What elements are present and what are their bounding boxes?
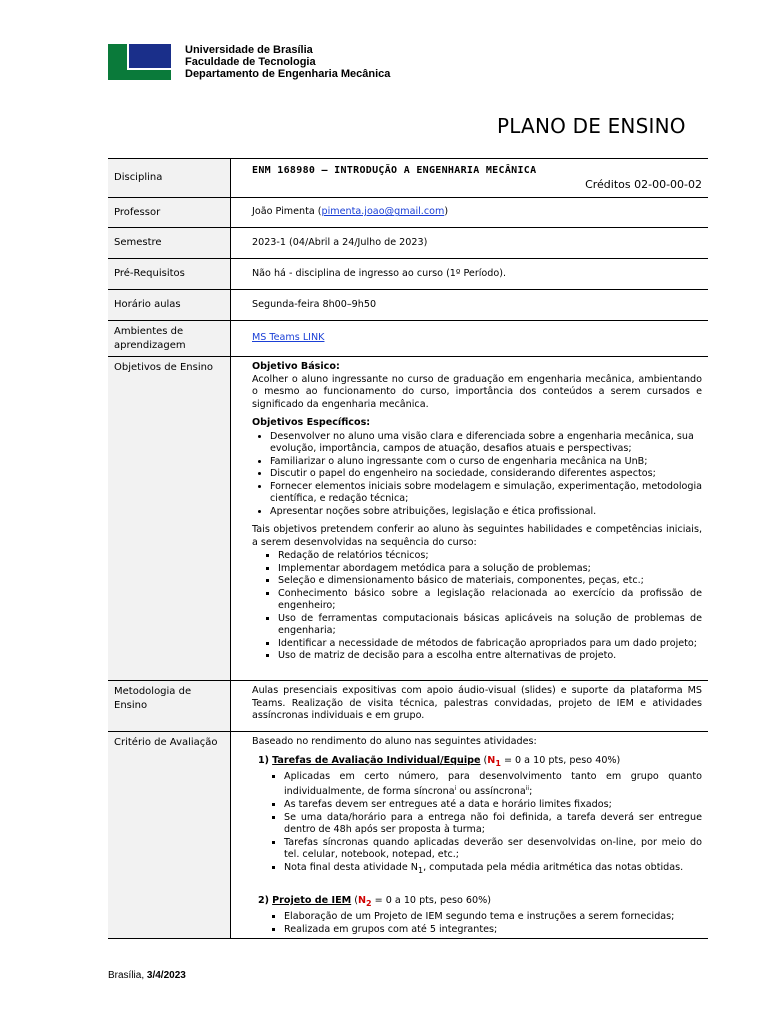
criterio-item-2-list [252,911,702,936]
item-title: Projeto de IEM [272,895,352,906]
label-semestre: Semestre [108,228,231,258]
professor-close-paren: ) [444,206,449,218]
grade-rule: = 0 a 10 pts, peso 40%) [500,754,621,766]
grade-variable: $N_1$ [487,754,501,768]
list-item: ▪ Aplicadas em certo número, para desenvolvimento tanto em grupo quanto individualmente, de forma síncrona$^i$ ou assíncrona$^{ii}$; [284,771,702,799]
footer-city: Brasília, [108,970,147,981]
row-metodologia [108,681,708,732]
list-item: • Fornecer elementos iniciais sobre modelagem e simulação, experimentação, metodologia científica, e redação técnica; [270,481,702,506]
document-title: PLANO DE ENSINO [497,114,686,138]
list-item: ▪ Conhecimento básico sobre a legislação relacionada ao exercício da profissão de engenheiro; [278,588,702,613]
row-semestre [108,228,708,259]
list-item: ▪ Uso de matriz de decisão para a escolha entre alternativas de projeto. [278,650,702,663]
list-item: ▪ As tarefas devem ser entregues até a data e horário limites fixados; [284,799,702,812]
list-item: ▪ Tarefas síncronas quando aplicadas deverão ser desenvolvidas on-line, por meio do tel. celular, notebook, notepad, etc.; [284,837,702,862]
objetivo-basico-title: Objetivo Básico: [252,361,340,372]
item-title: Tarefas de Avaliação Individual/Equipe [272,754,481,766]
department-name: Departamento de Engenharia Mecânica [185,68,391,80]
professor-name: João Pimenta ( [252,206,322,218]
label-ambientes: Ambientes de aprendizagem [108,321,231,356]
ms-teams-link[interactable]: MS Teams LINK [252,332,325,344]
objetivos-especificos-list [252,431,702,519]
list-item: ▪ Implementar abordagem metódica para a solução de problemas; [278,563,702,576]
list-item: • Discutir o papel do engenheiro na sociedade, considerando diferentes aspectos; [270,468,702,481]
institution-header [185,44,390,80]
value-ambientes [231,321,708,356]
row-horario [108,290,708,321]
item-number: 2) [258,895,270,906]
course-credits: Créditos 02-00-00-02 [585,177,702,191]
value-criterio [231,732,708,938]
list-item: ▪ Uso de ferramentas computacionais básicas aplicáveis na solução de problemas de engenharia; [278,613,702,638]
list-item: • Familiarizar o aluno ingressante com o curso de engenharia mecânica na UnB; [270,456,702,469]
value-prereq: Não há - disciplina de ingresso ao curso (1º Período). [252,267,507,279]
faculty-name: Faculdade de Tecnologia [185,56,316,68]
course-plan-table [108,158,708,939]
course-code-title: ENM 168980 – INTRODUÇÃO A ENGENHARIA MECÂNICA [252,165,537,176]
list-item: ▪ Seleção e dimensionamento básico de materiais, componentes, peças, etc.; [278,575,702,588]
row-prereq [108,259,708,290]
list-item: ▪ Realizada em grupos com até 5 integrantes; [284,924,702,937]
unb-logo-icon [108,44,171,80]
row-ambientes [108,321,708,357]
list-item: • Desenvolver no aluno uma visão clara e diferenciada sobre a engenharia mecânica, sua evolução, importância, campos de atuação, desafios atuais e perspectivas; [270,431,702,456]
value-professor [231,198,708,227]
criterio-intro: Baseado no rendimento do aluno nas seguintes atividades: [252,736,537,747]
row-disciplina [108,159,708,198]
label-disciplina: Disciplina [108,159,231,197]
label-criterio: Critério de Avaliação [108,732,231,938]
value-disciplina [231,159,708,197]
criterio-item-1: 1) Tarefas de Avaliação Individual/Equipe ($N_1 = 0$ a 10 pts, peso 40%) [258,754,621,768]
row-criterio [108,732,708,939]
list-item: • Apresentar noções sobre atribuições, legislação e ética profissional. [270,506,702,519]
list-item: ▪ Elaboração de um Projeto de IEM segundo tema e instruções a serem fornecidas; [284,911,702,924]
item-number: 1) [258,754,270,766]
objetivos-especificos-title: Objetivos Específicos: [252,417,371,428]
label-horario: Horário aulas [108,290,231,320]
label-metodologia: Metodologia de Ensino [108,681,231,731]
criterio-item-1-list [252,771,702,877]
skills-list [252,550,702,663]
objetivo-basico-text: Acolher o aluno ingressante no curso de graduação em engenharia mecânica, ambientando o mesmo ao funcionamento do curso, importância dos conteúdos a serem cursados e significado da engenharia mecânica. [252,373,702,410]
list-item: ▪ Se uma data/horário para a entrega não foi definida, a tarefa deverá ser entregue dentro de 48h após ser proposta à turma; [284,812,702,837]
footer-date [108,970,186,981]
university-name: Universidade de Brasília [185,44,313,56]
list-item: ▪ Redação de relatórios técnicos; [278,550,702,563]
list-item: ▪ Identificar a necessidade de métodos de fabricação apropriados para um dado projeto; [278,638,702,651]
professor-email-link[interactable]: pimenta.joao@gmail.com [321,206,445,218]
list-item: ▪ Nota final desta atividade $N_1$, computada pela média aritmética das notas obtidas. [284,862,702,877]
grade-rule: = 0 a 10 pts, peso 60%) [371,895,491,906]
footer-date-value: 3/4/2023 [146,970,186,981]
label-professor: Professor [108,198,231,227]
label-objetivos: Objetivos de Ensino [108,357,231,680]
skills-intro: Tais objetivos pretendem conferir ao aluno às seguintes habilidades e competências iniciais, a serem desenvolvidas na sequência do curso: [252,524,702,548]
label-prereq: Pré-Requisitos [108,259,231,289]
value-objetivos [231,357,708,680]
criterio-item-2: 2) Projeto de IEM ($N_2 = 0$ a 10 pts, peso 60%) [258,895,491,908]
row-objetivos [108,357,708,681]
value-metodologia: Aulas presenciais expositivas com apoio áudio-visual (slides) e suporte da plataforma MS Teams. Realização de visita técnica, palestras convidadas, projeto de IEM e atividades assíncronas individuais e em grupo. [252,685,702,721]
value-semestre: 2023-1 (04/Abril a 24/Julho de 2023) [252,236,428,248]
value-horario: Segunda-feira 8h00–9h50 [252,298,377,310]
row-professor [108,198,708,228]
grade-variable: $N_2$ [357,895,372,908]
